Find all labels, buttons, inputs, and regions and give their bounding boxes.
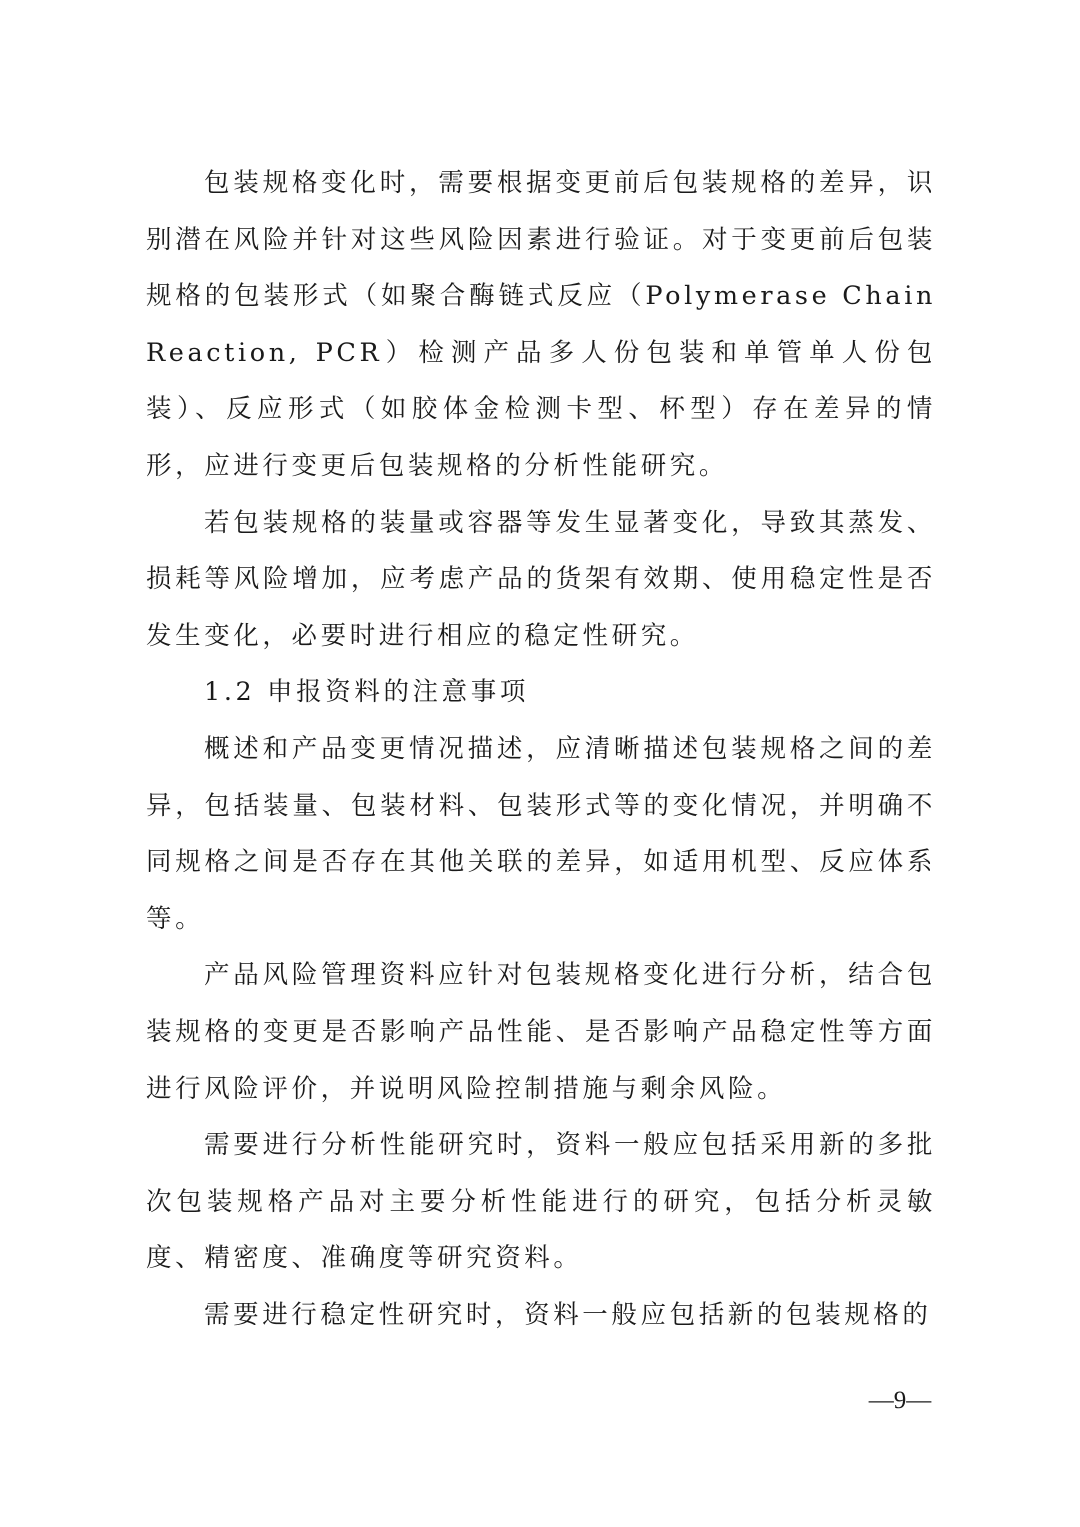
paragraph-stability-change: 若包装规格的装量或容器等发生显著变化，导致其蒸发、损耗等风险增加，应考虑产品的货架有效期、使用稳定性是否发生变化，必要时进行相应的稳定性研究。 <box>146 507 936 651</box>
paragraph-analytical-performance: 需要进行分析性能研究时，资料一般应包括采用新的多批次包装规格产品对主要分析性能进行的研究，包括分析灵敏度、精密度、准确度等研究资料。 <box>146 1130 936 1274</box>
document-body <box>146 155 936 1343</box>
paragraph-overview: 概述和产品变更情况描述，应清晰描述包装规格之间的差异，包括装量、包装材料、包装形式等的变化情况，并明确不同规格之间是否存在其他关联的差异，如适用机型、反应体系等。 <box>146 733 936 934</box>
section-heading: 1.2 申报资料的注意事项 <box>204 677 529 708</box>
page-number: —9— <box>868 1387 932 1414</box>
paragraph-stability-study: 需要进行稳定性研究时，资料一般应包括新的包装规格的 <box>204 1299 932 1330</box>
paragraph-risk-management: 产品风险管理资料应针对包装规格变化进行分析，结合包装规格的变更是否影响产品性能、是否影响产品稳定性等方面进行风险评价，并说明风险控制措施与剩余风险。 <box>146 960 936 1104</box>
paragraph-packaging-change: 包装规格变化时，需要根据变更前后包装规格的差异，识别潜在风险并针对这些风险因素进行验证。对于变更前后包装规格的包装形式（如聚合酶链式反应（Polymerase Chain Reaction, PCR）检测产品多人份包装和单管单人份包装）、反应形式（如胶体金检测卡型、杯型）存在差异的情形，应进行变更后包装规格的分析性能研究。 <box>146 168 936 481</box>
